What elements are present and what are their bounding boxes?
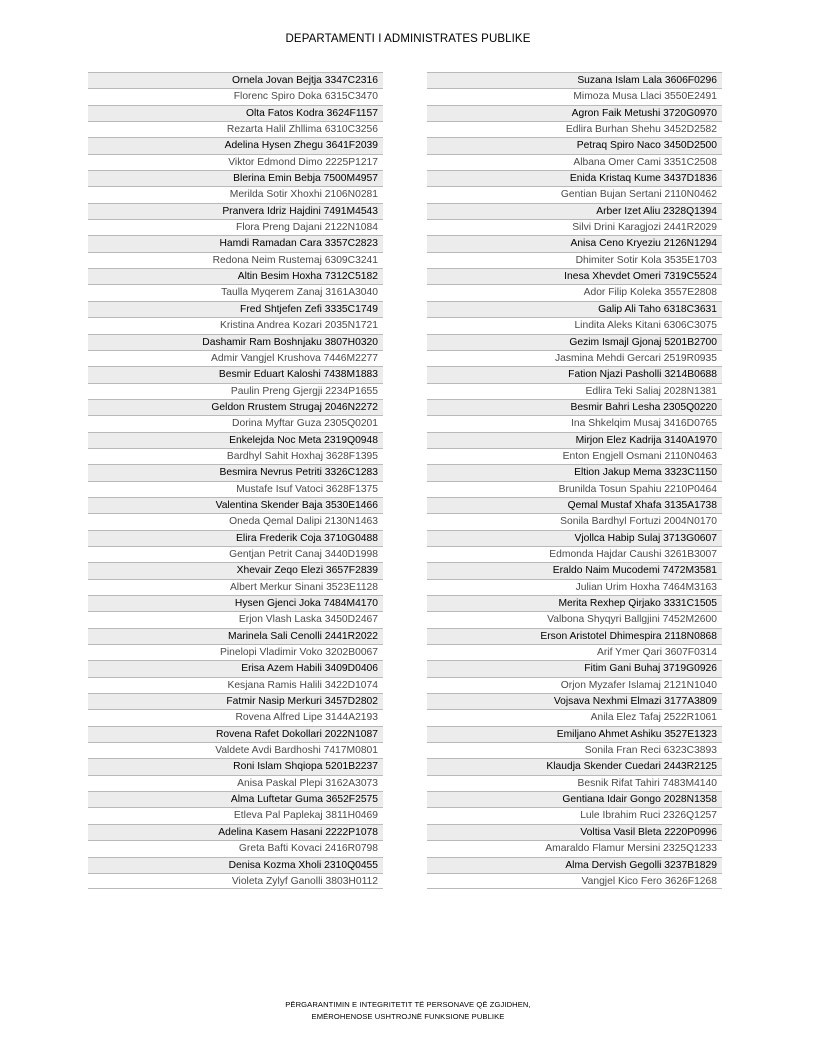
list-item: Brunilda Tosun Spahiu 2210P0464 [427,481,722,497]
list-item: Qemal Mustaf Xhafa 3135A1738 [427,497,722,513]
list-item: Greta Bafti Kovaci 2416R0798 [88,840,383,856]
list-item: Besnik Rifat Tahiri 7483M4140 [427,775,722,791]
list-item: Altin Besim Hoxha 7312C5182 [88,268,383,284]
list-item: Edlira Burhan Shehu 3452D2582 [427,121,722,137]
list-item: Kristina Andrea Kozari 2035N1721 [88,317,383,333]
list-item: Dashamir Ram Boshnjaku 3807H0320 [88,334,383,350]
list-item: Dorina Myftar Guza 2305Q0201 [88,415,383,431]
list-item: Edlira Teki Saliaj 2028N1381 [427,383,722,399]
list-item: Klaudja Skender Cuedari 2443R2125 [427,758,722,774]
list-item: Besmir Eduart Kaloshi 7438M1883 [88,366,383,382]
list-item: Valbona Shyqyri Ballgjini 7452M2600 [427,611,722,627]
list-item: Oneda Qemal Dalipi 2130N1463 [88,513,383,529]
list-item: Kesjana Ramis Halili 3422D1074 [88,677,383,693]
list-item: Gentian Bujan Sertani 2110N0462 [427,186,722,202]
list-item: Gentjan Petrit Canaj 3440D1998 [88,546,383,562]
list-item: Rezarta Halil Zhllima 6310C3256 [88,121,383,137]
list-item: Rovena Alfred Lipe 3144A2193 [88,709,383,725]
footer-line-2: EMËROHENOSE USHTROJNË FUNKSIONE PUBLIKE [311,1012,505,1021]
list-item: Ador Filip Koleka 3557E2808 [427,284,722,300]
list-item: Enida Kristaq Kume 3437D1836 [427,170,722,186]
list-item: Edmonda Hajdar Caushi 3261B3007 [427,546,722,562]
list-item: Gentiana Idair Gongo 2028N1358 [427,791,722,807]
list-item: Mustafe Isuf Vatoci 3628F1375 [88,481,383,497]
left-name-list [88,72,383,889]
list-item: Pranvera Idriz Hajdini 7491M4543 [88,203,383,219]
list-item: Valentina Skender Baja 3530E1466 [88,497,383,513]
list-item: Vjollca Habip Sulaj 3713G0607 [427,530,722,546]
list-item: Merilda Sotir Xhoxhi 2106N0281 [88,186,383,202]
list-item: Roni Islam Shqiopa 5201B2237 [88,758,383,774]
list-item: Marinela Sali Cenolli 2441R2022 [88,628,383,644]
list-item: Adelina Hysen Zhegu 3641F2039 [88,137,383,153]
list-item: Redona Neim Rustemaj 6309C3241 [88,252,383,268]
list-item: Sonila Fran Reci 6323C3893 [427,742,722,758]
list-item: Pinelopi Vladimir Voko 3202B0067 [88,644,383,660]
list-item: Eraldo Naim Mucodemi 7472M3581 [427,562,722,578]
list-item: Vojsava Nexhmi Elmazi 3177A3809 [427,693,722,709]
footer [0,999,816,1023]
list-item: Sonila Bardhyl Fortuzi 2004N0170 [427,513,722,529]
list-item: Taulla Myqerem Zanaj 3161A3040 [88,284,383,300]
list-item: Besmira Nevrus Petriti 3326C1283 [88,464,383,480]
list-item: Gezim Ismajl Gjonaj 5201B2700 [427,334,722,350]
list-item: Rovena Rafet Dokollari 2022N1087 [88,726,383,742]
list-item: Paulin Preng Gjergji 2234P1655 [88,383,383,399]
list-item: Ornela Jovan Bejtja 3347C2316 [88,72,383,88]
list-item: Enkelejda Noc Meta 2319Q0948 [88,432,383,448]
list-item: Orjon Myzafer Islamaj 2121N1040 [427,677,722,693]
list-item: Alma Luftetar Guma 3652F2575 [88,791,383,807]
list-item: Fatmir Nasip Merkuri 3457D2802 [88,693,383,709]
list-item: Hamdi Ramadan Cara 3357C2823 [88,235,383,251]
list-item: Galip Ali Taho 6318C3631 [427,301,722,317]
list-item: Voltisa Vasil Bleta 2220P0996 [427,824,722,840]
list-item: Amaraldo Flamur Mersini 2325Q1233 [427,840,722,856]
list-item: Ina Shkelqim Musaj 3416D0765 [427,415,722,431]
list-item: Silvi Drini Karagjozi 2441R2029 [427,219,722,235]
list-item: Alma Dervish Gegolli 3237B1829 [427,857,722,873]
list-item: Erson Aristotel Dhimespira 2118N0868 [427,628,722,644]
list-item: Erisa Azem Habili 3409D0406 [88,660,383,676]
list-item: Arber Izet Aliu 2328Q1394 [427,203,722,219]
list-item: Petraq Spiro Naco 3450D2500 [427,137,722,153]
list-item: Etleva Pal Paplekaj 3811H0469 [88,807,383,823]
list-item: Inesa Xhevdet Omeri 7319C5524 [427,268,722,284]
list-item: Fation Njazi Pasholli 3214B0688 [427,366,722,382]
list-item: Blerina Emin Bebja 7500M4957 [88,170,383,186]
list-item: Adelina Kasem Hasani 2222P1078 [88,824,383,840]
list-item: Fitim Gani Buhaj 3719G0926 [427,660,722,676]
list-item: Merita Rexhep Qirjako 3331C1505 [427,595,722,611]
list-item: Admir Vangjel Krushova 7446M2277 [88,350,383,366]
list-item: Julian Urim Hoxha 7464M3163 [427,579,722,595]
list-item: Viktor Edmond Dimo 2225P1217 [88,154,383,170]
list-item: Eltion Jakup Mema 3323C1150 [427,464,722,480]
list-item: Agron Faik Metushi 3720G0970 [427,105,722,121]
list-item: Elira Frederik Coja 3710G0488 [88,530,383,546]
list-item: Olta Fatos Kodra 3624F1157 [88,105,383,121]
list-item: Anisa Paskal Plepi 3162A3073 [88,775,383,791]
list-item: Albana Omer Cami 3351C2508 [427,154,722,170]
list-item: Enton Engjell Osmani 2110N0463 [427,448,722,464]
list-item: Lindita Aleks Kitani 6306C3075 [427,317,722,333]
list-item: Geldon Rrustem Strugaj 2046N2272 [88,399,383,415]
list-item: Vangjel Kico Fero 3626F1268 [427,873,722,889]
list-item: Albert Merkur Sinani 3523E1128 [88,579,383,595]
list-item: Mirjon Elez Kadrija 3140A1970 [427,432,722,448]
list-item: Florenc Spiro Doka 6315C3470 [88,88,383,104]
list-item: Suzana Islam Lala 3606F0296 [427,72,722,88]
footer-line-1: PËRGARANTIMIN E INTEGRITETIT TË PERSONAVE QË ZGJIDHEN, [285,1000,531,1009]
list-item: Arif Ymer Qari 3607F0314 [427,644,722,660]
right-name-list [427,72,722,889]
list-item: Denisa Kozma Xholi 2310Q0455 [88,857,383,873]
list-item: Xhevair Zeqo Elezi 3657F2839 [88,562,383,578]
list-item: Valdete Avdi Bardhoshi 7417M0801 [88,742,383,758]
list-item: Flora Preng Dajani 2122N1084 [88,219,383,235]
list-item: Anisa Ceno Kryeziu 2126N1294 [427,235,722,251]
list-item: Besmir Bahri Lesha 2305Q0220 [427,399,722,415]
list-item: Anila Elez Tafaj 2522R1061 [427,709,722,725]
list-item: Dhimiter Sotir Kola 3535E1703 [427,252,722,268]
list-item: Hysen Gjenci Joka 7484M4170 [88,595,383,611]
list-item: Jasmina Mehdi Gercari 2519R0935 [427,350,722,366]
list-item: Erjon Vlash Laska 3450D2467 [88,611,383,627]
list-item: Violeta Zylyf Ganolli 3803H0112 [88,873,383,889]
page-title: DEPARTAMENTI I ADMINISTRATES PUBLIKE [285,33,531,45]
list-item: Emiljano Ahmet Ashiku 3527E1323 [427,726,722,742]
list-item: Fred Shtjefen Zefi 3335C1749 [88,301,383,317]
list-item: Mimoza Musa Llaci 3550E2491 [427,88,722,104]
list-item: Bardhyl Sahit Hoxhaj 3628F1395 [88,448,383,464]
list-item: Lule Ibrahim Ruci 2326Q1257 [427,807,722,823]
